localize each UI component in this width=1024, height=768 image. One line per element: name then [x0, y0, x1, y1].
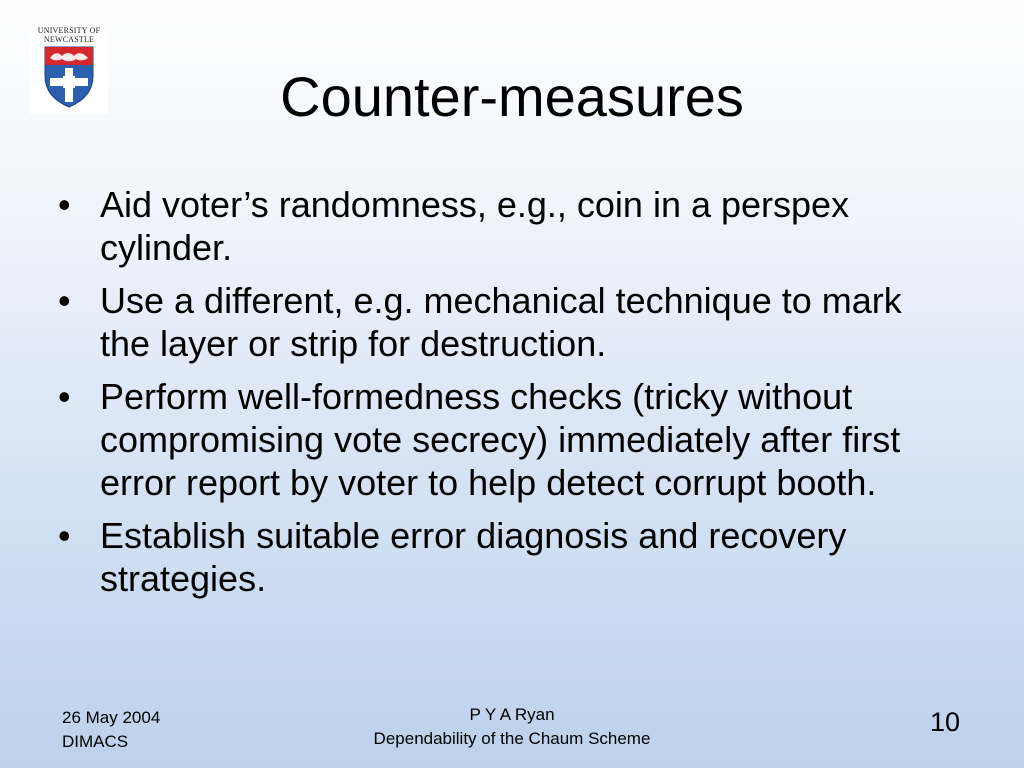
slide-title: Counter-measures: [280, 65, 744, 128]
bullet-text: Establish suitable error diagnosis and recovery strategies.: [100, 515, 847, 599]
footer-center: [312, 703, 712, 751]
bullet-item: [58, 514, 958, 600]
bullet-icon: •: [58, 184, 71, 225]
bullet-item: [58, 279, 958, 365]
footer-left: [62, 706, 160, 754]
bullet-item: [58, 183, 958, 269]
bullet-text: Use a different, e.g. mechanical technique to mark the layer or strip for destruction.: [100, 280, 902, 364]
footer-talk-title: Dependability of the Chaum Scheme: [373, 729, 651, 748]
slide-number: 10: [929, 707, 960, 737]
bullet-icon: •: [58, 376, 71, 417]
bullet-icon: •: [58, 280, 71, 321]
footer-event: DIMACS: [62, 732, 129, 751]
bullet-item: [58, 375, 958, 504]
footer-date: 26 May 2004: [62, 708, 161, 727]
footer-author: P Y A Ryan: [469, 705, 555, 724]
bullet-text: Perform well-formedness checks (tricky without compromising vote secrecy) immediately after first error report by voter to help detect corrupt booth.: [100, 376, 901, 503]
bullet-text: Aid voter’s randomness, e.g., coin in a perspex cylinder.: [100, 184, 850, 268]
logo-text-line1: UNIVERSITY OF: [37, 26, 101, 35]
logo-text-line2: NEWCASTLE: [43, 35, 95, 44]
bullet-list: [58, 183, 958, 610]
bullet-icon: •: [58, 515, 71, 556]
